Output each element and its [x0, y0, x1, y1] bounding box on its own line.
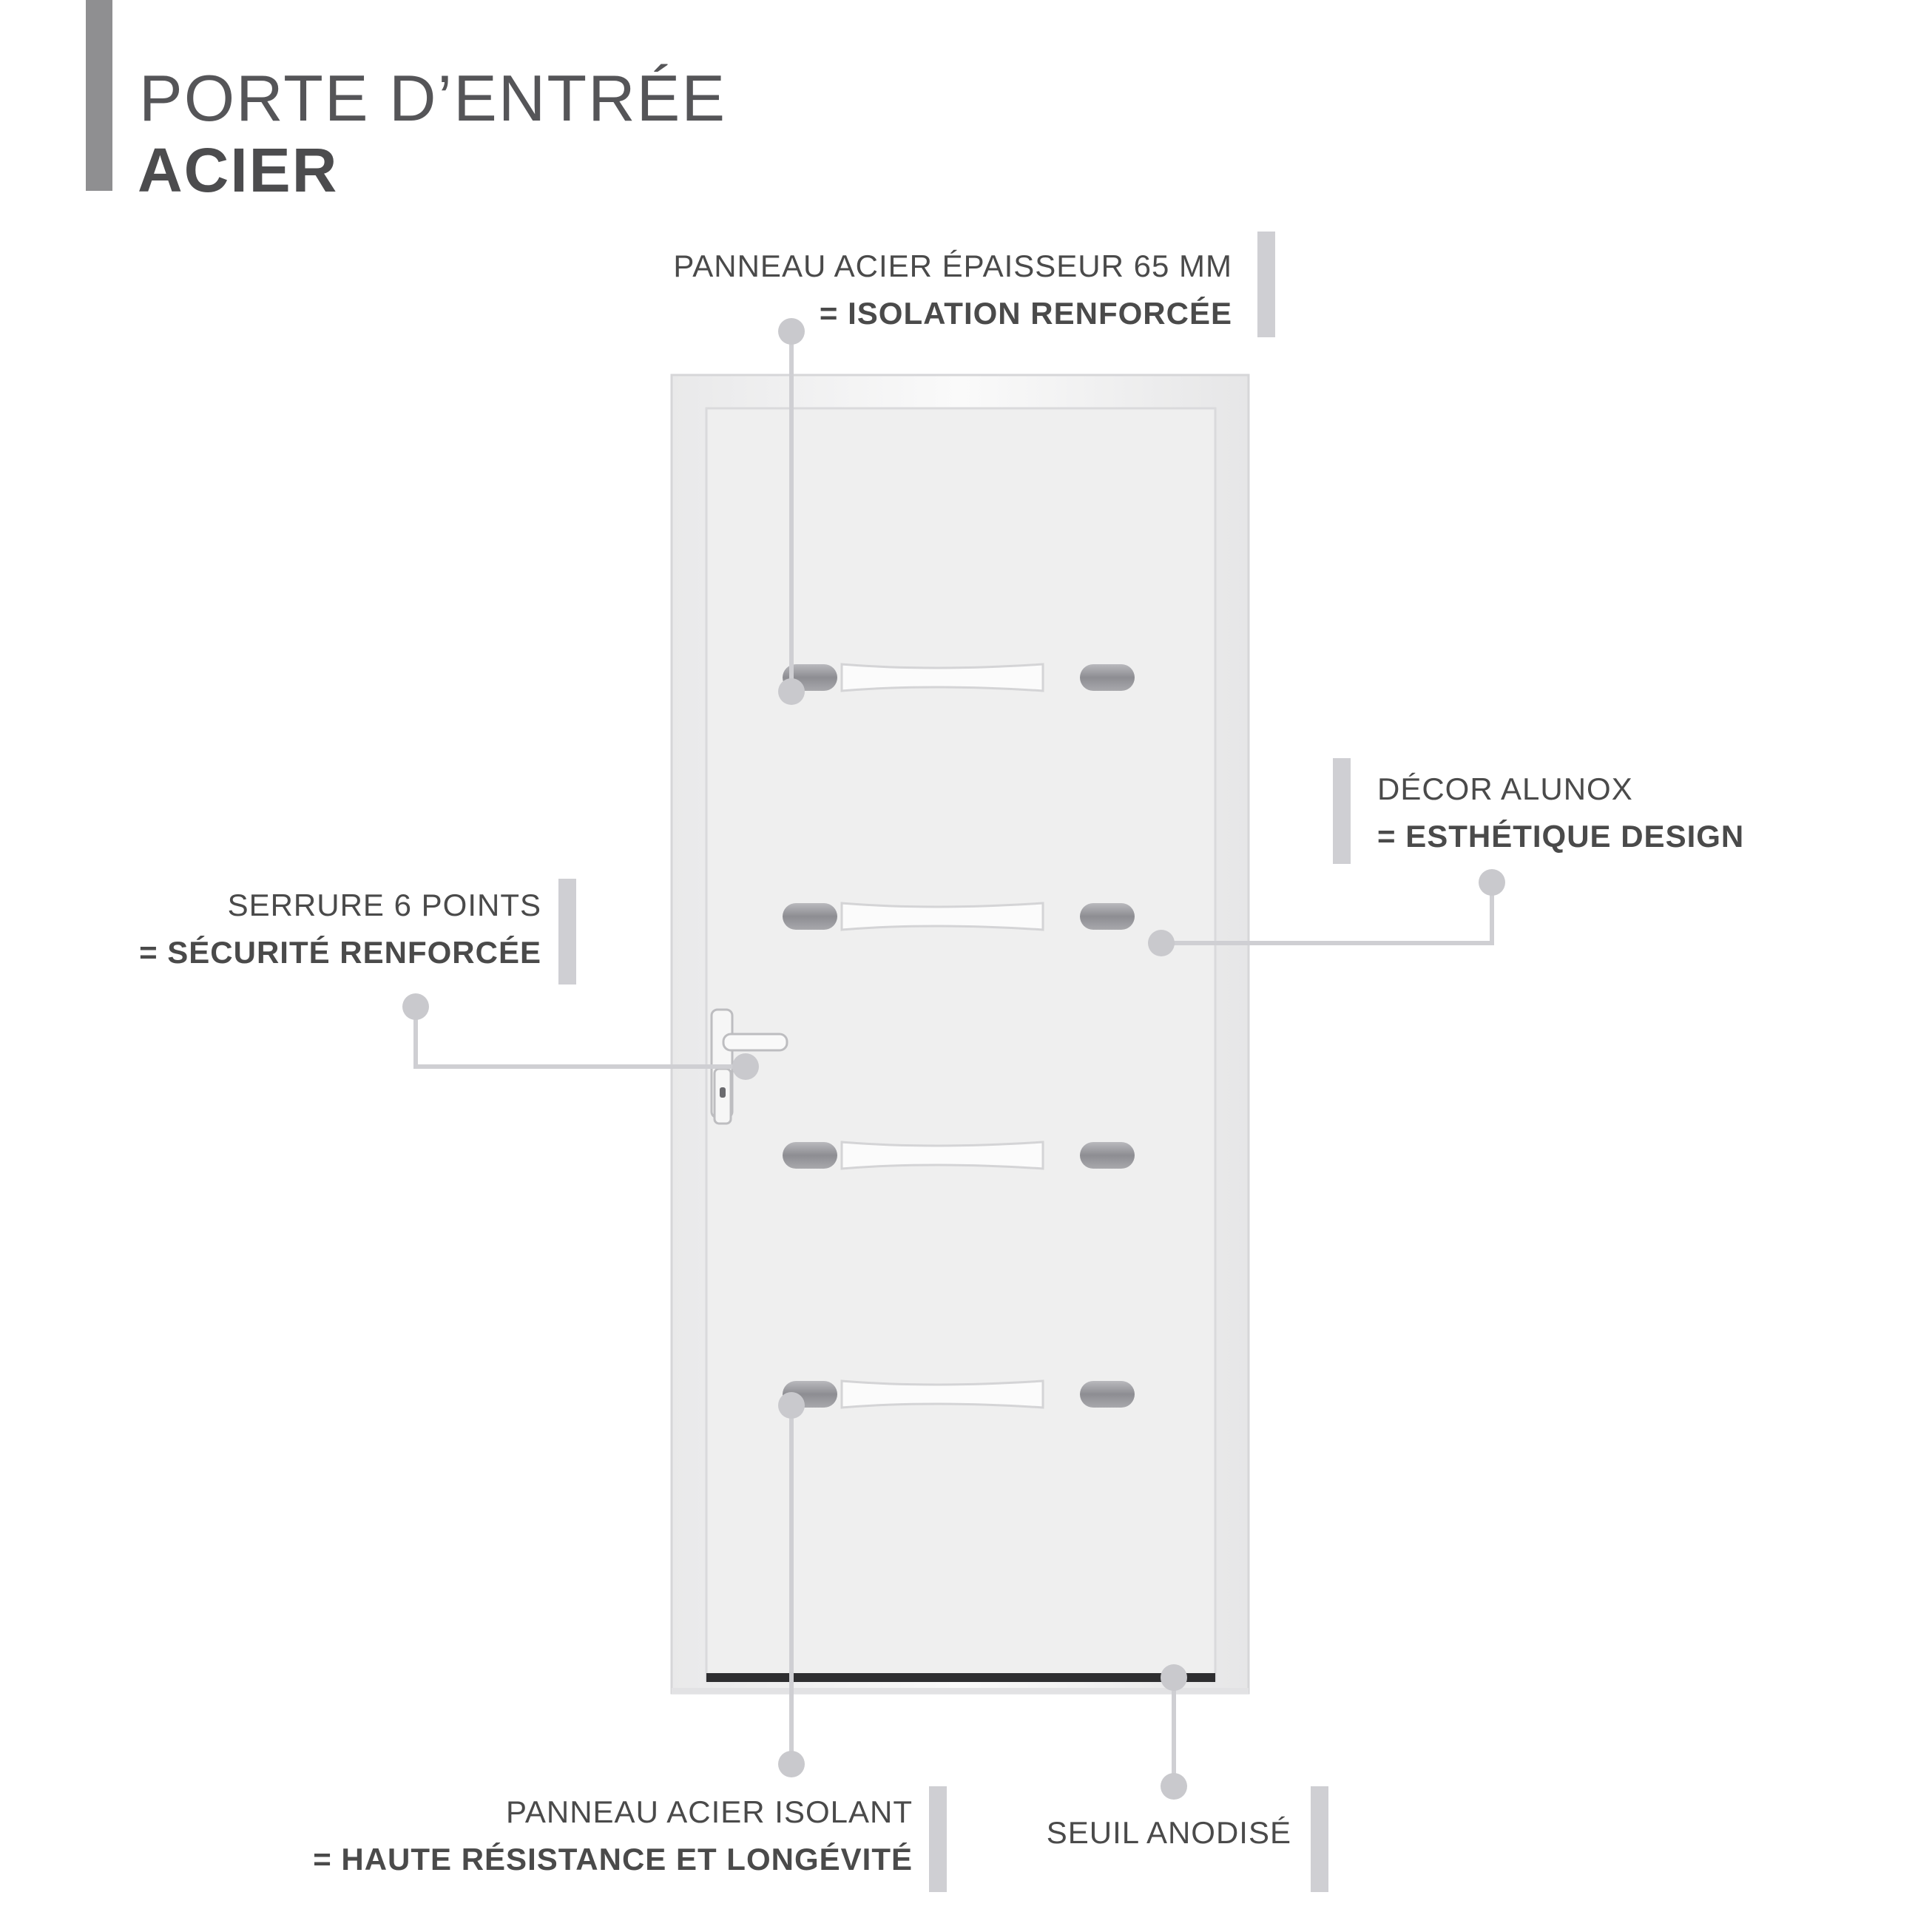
callout-panel-thickness-bar: [1257, 232, 1275, 337]
callout-decor-line1: DÉCOR ALUNOX: [1377, 771, 1633, 806]
callout-sill-bar: [1311, 1786, 1328, 1892]
callout-decor-bar: [1333, 758, 1351, 864]
callout-panel: [313, 1789, 913, 1883]
callout-lock: [139, 882, 541, 976]
door-sill: [706, 1673, 1215, 1682]
callout-panel-thickness-line1: PANNEAU ACIER ÉPAISSEUR 65 MM: [673, 249, 1232, 283]
callout-panel-thickness: [673, 243, 1232, 337]
door-sill-base: [672, 1688, 1249, 1694]
callout-sill-line1: SEUIL ANODISÉ: [1046, 1815, 1291, 1850]
callout-decor: [1377, 766, 1744, 860]
callout-lock-bar: [558, 879, 576, 984]
callout-panel-thickness-line2: = ISOLATION RENFORCÉE: [819, 296, 1232, 331]
callout-decor-line2: = ESTHÉTIQUE DESIGN: [1377, 819, 1745, 854]
callout-lock-line2: = SÉCURITÉ RENFORCÉE: [139, 935, 541, 970]
page-subtitle: ACIER: [138, 135, 339, 205]
page-title: PORTE D’ENTRÉE: [139, 61, 727, 135]
callout-lock-line1: SERRURE 6 POINTS: [227, 888, 541, 922]
callout-panel-line1: PANNEAU ACIER ISOLANT: [505, 1794, 913, 1829]
callout-panel-line2: = HAUTE RÉSISTANCE ET LONGÉVITÉ: [313, 1842, 913, 1877]
callout-sill: [1047, 1809, 1291, 1857]
callout-panel-bar: [929, 1786, 947, 1892]
